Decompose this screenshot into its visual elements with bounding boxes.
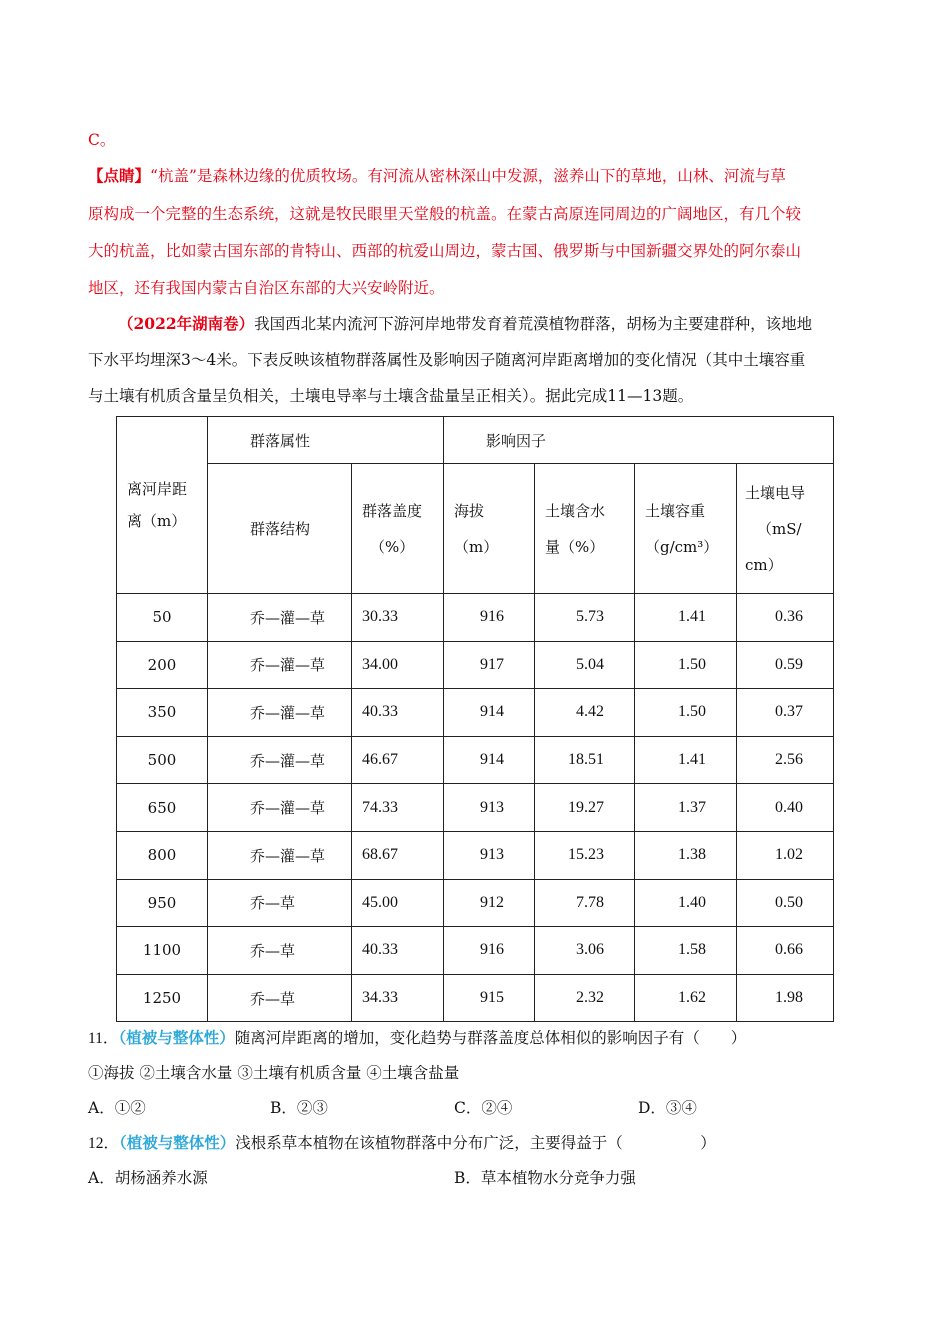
structure-cell: 乔—草 bbox=[208, 927, 352, 975]
moisture-cell: 5.73 bbox=[535, 594, 635, 642]
density-cell: 1.41 bbox=[635, 594, 737, 642]
conductivity-cell: 0.40 bbox=[737, 784, 834, 832]
header-cover: 群落盖度 （%） bbox=[352, 464, 444, 594]
distance-cell: 800 bbox=[117, 831, 208, 879]
structure-cell: 乔—灌—草 bbox=[208, 736, 352, 784]
q11-tag: （植被与整体性） bbox=[118, 1028, 235, 1047]
q12-tag: （植被与整体性） bbox=[119, 1133, 236, 1152]
structure-cell: 乔—草 bbox=[208, 974, 352, 1022]
distance-cell: 200 bbox=[117, 641, 208, 689]
altitude-cell: 915 bbox=[444, 974, 535, 1022]
altitude-cell: 916 bbox=[444, 594, 535, 642]
table-row bbox=[117, 641, 834, 689]
structure-cell: 乔—草 bbox=[208, 879, 352, 927]
cover-cell: 46.67 bbox=[352, 736, 444, 784]
answer-tail: C。 bbox=[88, 131, 116, 149]
header-influencing-factors: 影响因子 bbox=[444, 417, 834, 464]
header-altitude: 海拔 （m） bbox=[444, 464, 535, 594]
moisture-cell: 15.23 bbox=[535, 831, 635, 879]
structure-cell: 乔—灌—草 bbox=[208, 641, 352, 689]
cover-cell: 30.33 bbox=[352, 594, 444, 642]
conductivity-cell: 1.02 bbox=[737, 831, 834, 879]
density-cell: 1.58 bbox=[635, 927, 737, 975]
moisture-cell: 5.04 bbox=[535, 641, 635, 689]
density-cell: 1.62 bbox=[635, 974, 737, 1022]
altitude-cell: 914 bbox=[444, 736, 535, 784]
conductivity-cell: 2.56 bbox=[737, 736, 834, 784]
table-row bbox=[117, 689, 834, 737]
table-row bbox=[117, 594, 834, 642]
q11-stem: 11．（植被与整体性）随离河岸距离的增加，变化趋势与群落盖度总体相似的影响因子有（ ） bbox=[88, 1028, 747, 1047]
distance-cell: 500 bbox=[117, 736, 208, 784]
moisture-cell: 18.51 bbox=[535, 736, 635, 784]
cover-cell: 74.33 bbox=[352, 784, 444, 832]
altitude-cell: 913 bbox=[444, 831, 535, 879]
table-row bbox=[117, 879, 834, 927]
distance-cell: 50 bbox=[117, 594, 208, 642]
density-cell: 1.38 bbox=[635, 831, 737, 879]
note-line-3: 大的杭盖，比如蒙古国东部的肯特山、西部的杭爱山周边，蒙古国、俄罗斯与中国新疆交界处的阿尔泰山 bbox=[88, 242, 802, 260]
moisture-cell: 7.78 bbox=[535, 879, 635, 927]
distance-cell: 350 bbox=[117, 689, 208, 737]
altitude-cell: 916 bbox=[444, 927, 535, 975]
density-cell: 1.41 bbox=[635, 736, 737, 784]
density-cell: 1.37 bbox=[635, 784, 737, 832]
table-row bbox=[117, 831, 834, 879]
distance-cell: 650 bbox=[117, 784, 208, 832]
header-community-attributes: 群落属性 bbox=[208, 417, 444, 464]
conductivity-cell: 0.50 bbox=[737, 879, 834, 927]
q12-option-b[interactable]: B．草本植物水分竞争力强 bbox=[454, 1169, 636, 1187]
intro-line-3: 与土壤有机质含量呈负相关，土壤电导率与土壤含盐量呈正相关）。据此完成11—13题。 bbox=[88, 387, 694, 405]
note-line-1: 【点睛】“杭盖”是森林边缘的优质牧场。有河流从密林深山中发源，滋养山下的草地，山林、河流与草 bbox=[88, 166, 786, 185]
structure-cell: 乔—灌—草 bbox=[208, 594, 352, 642]
header-structure: 群落结构 bbox=[208, 464, 352, 594]
q11-option-a[interactable]: A．①② bbox=[88, 1099, 146, 1117]
moisture-cell: 2.32 bbox=[535, 974, 635, 1022]
q11-items: ①海拔 ②土壤含水量 ③土壤有机质含量 ④土壤含盐量 bbox=[88, 1064, 460, 1082]
conductivity-cell: 0.66 bbox=[737, 927, 834, 975]
moisture-cell: 3.06 bbox=[535, 927, 635, 975]
table-row bbox=[117, 736, 834, 784]
altitude-cell: 912 bbox=[444, 879, 535, 927]
cover-cell: 40.33 bbox=[352, 927, 444, 975]
moisture-cell: 4.42 bbox=[535, 689, 635, 737]
density-cell: 1.50 bbox=[635, 641, 737, 689]
question-source: （2022年湖南卷） bbox=[118, 314, 255, 333]
header-soil-moisture: 土壤含水 量（%） bbox=[535, 464, 635, 594]
cover-cell: 68.67 bbox=[352, 831, 444, 879]
header-soil-density: 土壤容重 （g/cm³） bbox=[635, 464, 737, 594]
cover-cell: 34.00 bbox=[352, 641, 444, 689]
table-row bbox=[117, 974, 834, 1022]
conductivity-cell: 0.59 bbox=[737, 641, 834, 689]
conductivity-cell: 0.36 bbox=[737, 594, 834, 642]
q11-option-d[interactable]: D．③④ bbox=[638, 1099, 697, 1117]
structure-cell: 乔—灌—草 bbox=[208, 689, 352, 737]
altitude-cell: 914 bbox=[444, 689, 535, 737]
header-soil-conductivity: 土壤电导 （mS/ cm） bbox=[737, 464, 834, 594]
intro-line-2: 下水平均埋深3～4米。下表反映该植物群落属性及影响因子随离河岸距离增加的变化情况（其中土壤容重 bbox=[88, 351, 806, 369]
conductivity-cell: 1.98 bbox=[737, 974, 834, 1022]
cover-cell: 40.33 bbox=[352, 689, 444, 737]
structure-cell: 乔—灌—草 bbox=[208, 831, 352, 879]
table-body bbox=[117, 594, 834, 1022]
conductivity-cell: 0.37 bbox=[737, 689, 834, 737]
q11-option-b[interactable]: B．②③ bbox=[270, 1099, 328, 1117]
q12-stem: 12．（植被与整体性）浅根系草本植物在该植物群落中分布广泛，主要得益于（ ） bbox=[88, 1133, 716, 1152]
distance-cell: 1100 bbox=[117, 927, 208, 975]
q11-option-c[interactable]: C．②④ bbox=[454, 1099, 513, 1117]
vegetation-data-table bbox=[116, 416, 834, 1022]
header-distance: 离河岸距 离（m） bbox=[117, 417, 208, 594]
note-line-4: 地区，还有我国内蒙古自治区东部的大兴安岭附近。 bbox=[88, 279, 445, 297]
distance-cell: 1250 bbox=[117, 974, 208, 1022]
distance-cell: 950 bbox=[117, 879, 208, 927]
moisture-cell: 19.27 bbox=[535, 784, 635, 832]
table-row bbox=[117, 784, 834, 832]
note-line-2: 原构成一个完整的生态系统，这就是牧民眼里天堂般的杭盖。在蒙古高原连同周边的广阔地区，有几个较 bbox=[88, 205, 802, 223]
note-tag: 【点睛】 bbox=[88, 166, 151, 185]
density-cell: 1.50 bbox=[635, 689, 737, 737]
q12-option-a[interactable]: A．胡杨涵养水源 bbox=[88, 1169, 208, 1187]
altitude-cell: 917 bbox=[444, 641, 535, 689]
density-cell: 1.40 bbox=[635, 879, 737, 927]
cover-cell: 45.00 bbox=[352, 879, 444, 927]
intro-line-1: （2022年湖南卷）我国西北某内流河下游河岸地带发育着荒漠植物群落，胡杨为主要建群种，该地地 bbox=[118, 314, 813, 333]
table-row bbox=[117, 927, 834, 975]
structure-cell: 乔—灌—草 bbox=[208, 784, 352, 832]
altitude-cell: 913 bbox=[444, 784, 535, 832]
cover-cell: 34.33 bbox=[352, 974, 444, 1022]
